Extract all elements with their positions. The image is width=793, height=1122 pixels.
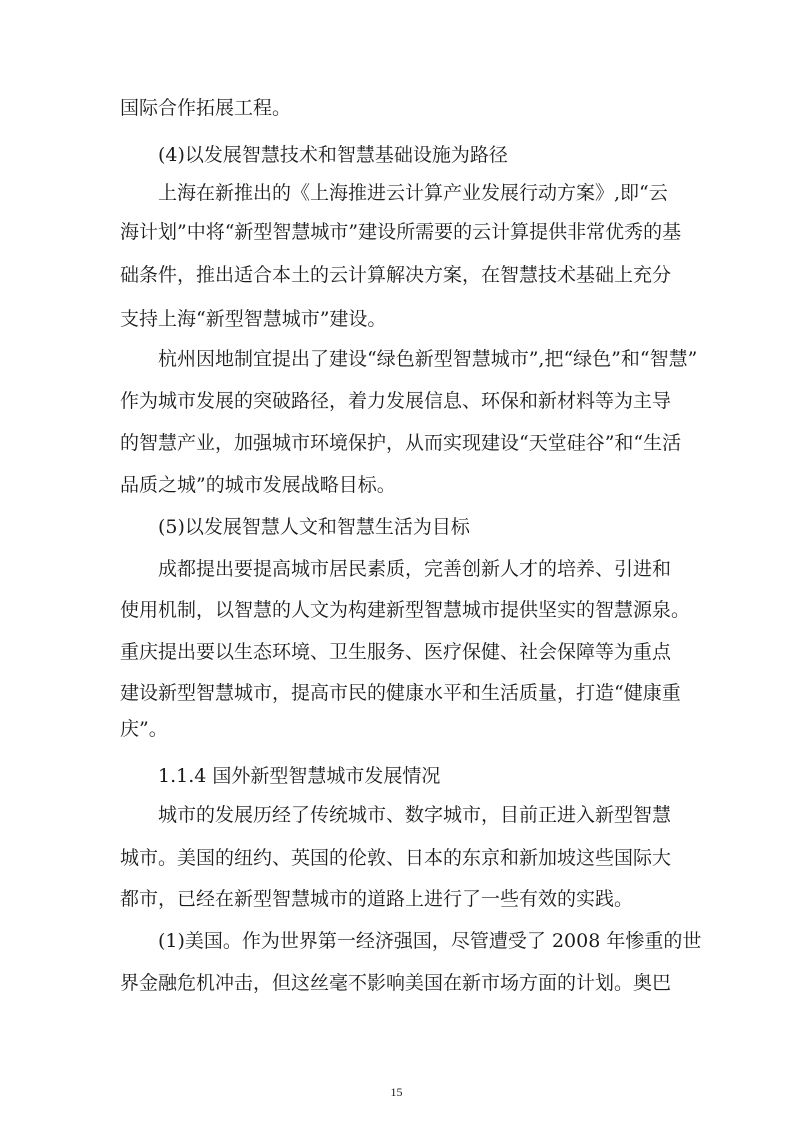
text-line: 庆”。 xyxy=(120,718,168,740)
text-line: 界金融危机冲击，但这丝毫不影响美国在新市场方面的计划。奥巴 xyxy=(120,972,672,994)
text-line: 建设新型智慧城市，提高市民的健康水平和生活质量，打造“健康重 xyxy=(120,682,681,704)
text-line: 作为城市发展的突破路径，着力发展信息、环保和新材料等为主导 xyxy=(120,390,672,412)
text-line: 品质之城”的城市发展战略目标。 xyxy=(120,474,396,496)
text-line: 础条件，推出适合本土的云计算解决方案，在智慧技术基础上充分 xyxy=(120,264,672,286)
page-number: 15 xyxy=(390,1085,403,1099)
text-line: 使用机制，以智慧的人文为构建新型智慧城市提供坚实的智慧源泉。 xyxy=(120,599,691,621)
text-line: 国际合作拓展工程。 xyxy=(120,97,292,119)
text-line: (1)美国。作为世界第一经济强国，尽管遭受了 2008 年惨重的世 xyxy=(158,930,702,952)
text-line: 上海在新推出的《上海推进云计算产业发展行动方案》,即“云 xyxy=(158,182,668,204)
text-line: 城市。美国的纽约、英国的伦敦、日本的东京和新加坡这些国际大 xyxy=(120,847,672,869)
text-line: 的智慧产业，加强城市环境保护，从而实现建设“天堂硅谷”和“生活 xyxy=(120,432,682,454)
text-line: 成都提出要提高城市居民素质，完善创新人才的培养、引进和 xyxy=(158,558,672,580)
text-line: 城市的发展历经了传统城市、数字城市，目前正进入新型智慧 xyxy=(158,804,672,826)
section-heading: (5)以发展智慧人文和智慧生活为目标 xyxy=(158,516,470,538)
text-line: 杭州因地制宜提出了建设“绿色新型智慧城市”,把“绿色”和“智慧” xyxy=(158,348,698,370)
text-line: 都市，已经在新型智慧城市的道路上进行了一些有效的实践。 xyxy=(120,888,634,910)
text-line: 支持上海“新型智慧城市”建设。 xyxy=(120,308,387,330)
section-heading: (4)以发展智慧技术和智慧基础设施为路径 xyxy=(158,144,508,166)
text-line: 海计划”中将“新型智慧城市”建设所需要的云计算提供非常优秀的基 xyxy=(120,221,682,243)
subsection-heading: 1.1.4 国外新型智慧城市发展情况 xyxy=(158,765,441,787)
text-line: 重庆提出要以生态环境、卫生服务、医疗保健、社会保障等为重点 xyxy=(120,641,672,663)
